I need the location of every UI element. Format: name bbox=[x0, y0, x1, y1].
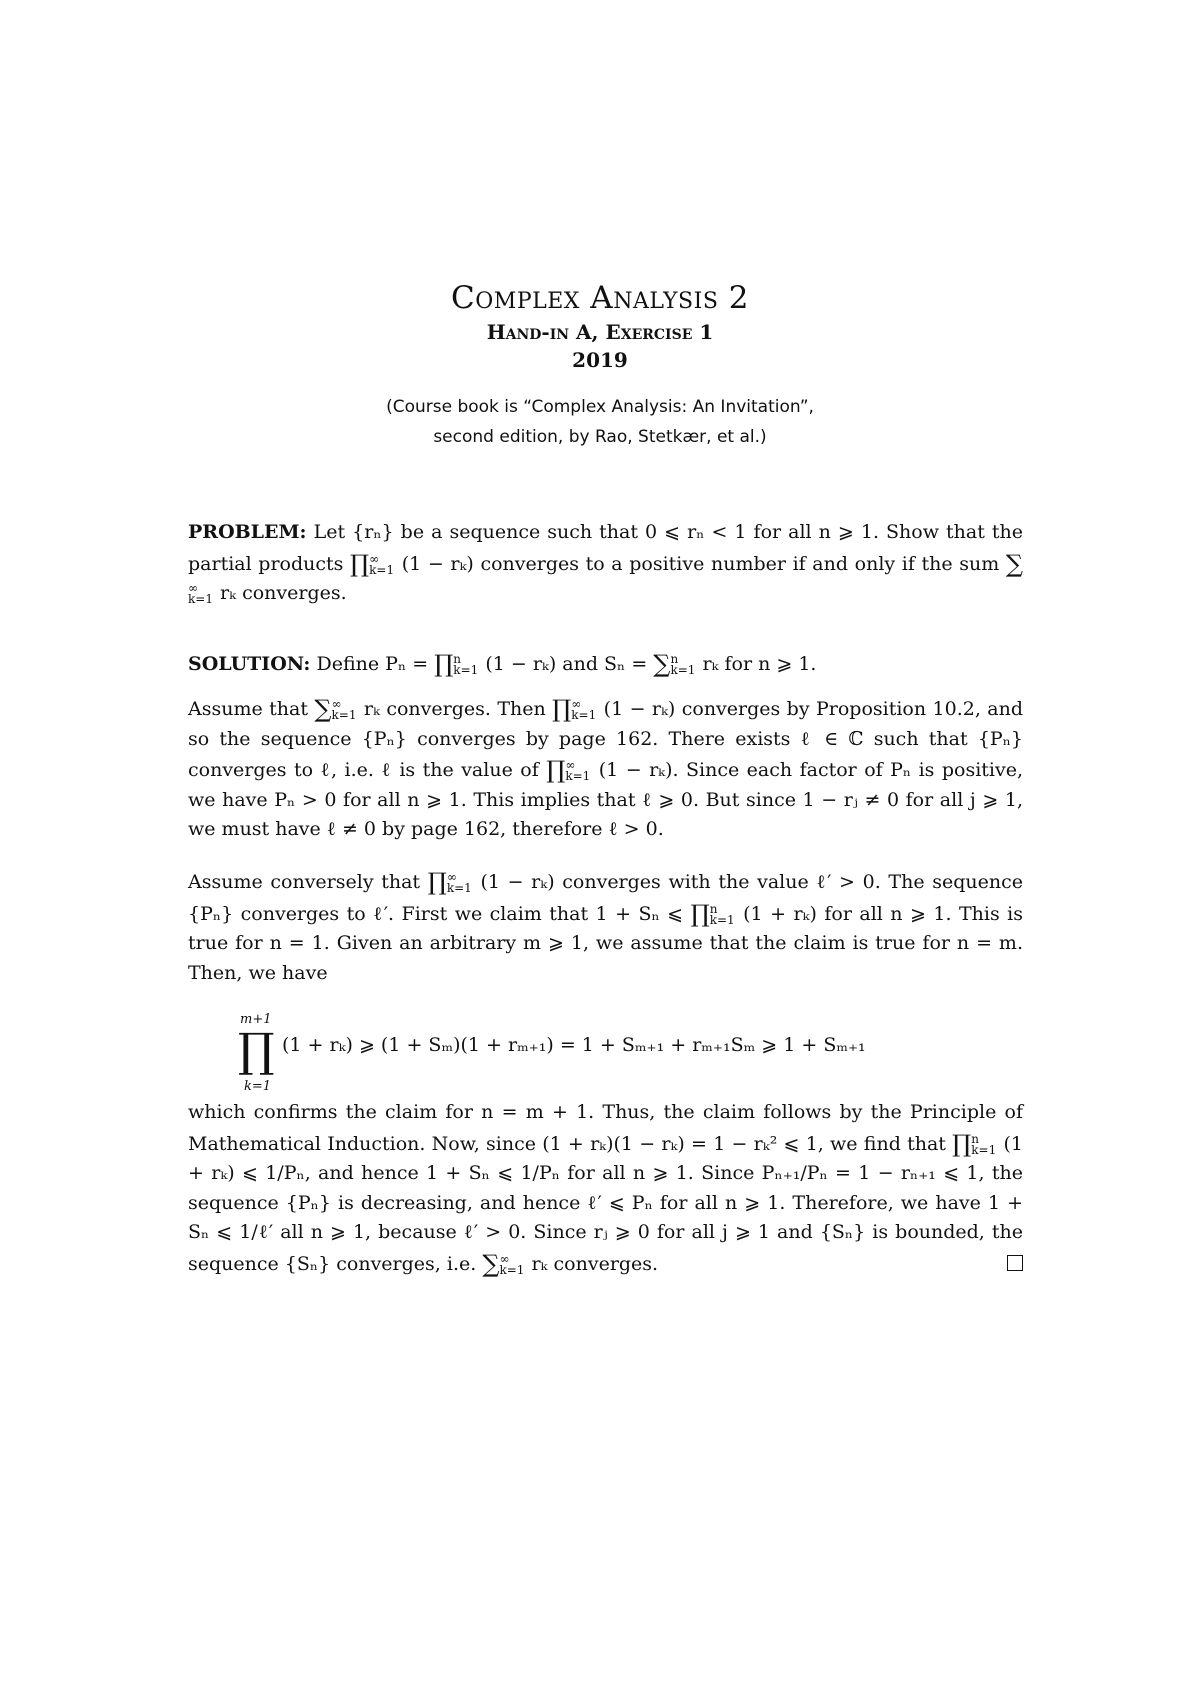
lower-limit: k=1 bbox=[565, 769, 591, 783]
upper-limit: n bbox=[971, 1131, 980, 1146]
upper-limit: ∞ bbox=[331, 697, 342, 711]
lower-limit: k=1 bbox=[188, 592, 213, 606]
p1-text-b: rₖ converges. Then bbox=[363, 698, 546, 720]
problem-text-a: Let {rₙ} be a sequence such that 0 ⩽ rₙ < 1 for all n ⩾ 1. Show that the partial products bbox=[188, 521, 1024, 575]
upper-limit: ∞ bbox=[446, 870, 457, 884]
product-limits bbox=[565, 760, 590, 782]
display-equation-text: (1 + rₖ) ⩾ (1 + Sₘ)(1 + rₘ₊₁) = 1 + Sₘ₊₁ + rₘ₊₁Sₘ ⩾ 1 + Sₘ₊₁ bbox=[282, 1034, 866, 1056]
p3-text-a: which confirms the claim for n = m + 1. Thus, the claim follows by the Principle of Mathematical Induction. Now, since (1 + rₖ)(1 − rₖ) = 1 − rₖ² ⩽ 1, we find that bbox=[188, 1101, 1023, 1155]
sum-symbol: ∑ bbox=[653, 650, 671, 678]
p3-text-c: rₖ converges. bbox=[531, 1252, 659, 1275]
sum-limits bbox=[332, 699, 357, 721]
product-limits bbox=[453, 654, 478, 676]
p2-text-c: (1 + rₖ) for all n ⩾ 1. This is true for n = 1. Given an arbitrary m ⩾ 1, we assume that the claim is true for n = m. Then, we have bbox=[188, 902, 1023, 984]
sum-limits bbox=[670, 654, 695, 676]
upper-limit: n bbox=[709, 901, 718, 916]
define-text-c: rₖ for n ⩾ 1. bbox=[702, 653, 817, 675]
product-limits bbox=[369, 551, 395, 577]
solution-label: SOLUTION: bbox=[188, 653, 311, 675]
lower-limit: k=1 bbox=[446, 881, 472, 895]
problem-text-b: (1 − rₖ) converges to a positive number if and only if the sum bbox=[401, 552, 1000, 575]
problem-label: PROBLEM: bbox=[188, 521, 307, 543]
lower-limit: k=1 bbox=[453, 663, 479, 677]
p1-text-c: (1 − rₖ) converges by Proposition 10.2, and so the sequence {Pₙ} converges by page 162. There exists ℓ ∈ ℂ such that {Pₙ} converges to ℓ, i.e. ℓ is the value of bbox=[188, 698, 1024, 781]
p2-text-a: Assume conversely that bbox=[188, 871, 421, 893]
course-note bbox=[0, 392, 1200, 452]
lower-limit: k=1 bbox=[499, 1262, 525, 1277]
define-text-b: (1 − rₖ) and Sₙ = bbox=[485, 653, 648, 675]
p1-text-d: (1 − rₖ). Since each factor of Pₙ is positive, we have Pₙ > 0 for all n ⩾ 1. This implies that ℓ ⩾ 0. But since 1 − rⱼ ≠ 0 for all j ⩾ 1, we must have ℓ ≠ 0 by page 162, therefore ℓ > 0. bbox=[188, 759, 1024, 840]
lower-limit: k=1 bbox=[670, 663, 696, 677]
lower-limit: k=1 bbox=[971, 1142, 997, 1157]
qed-square-icon bbox=[1007, 1255, 1023, 1271]
upper-limit: n bbox=[670, 652, 679, 666]
display-equation bbox=[0, 1012, 1200, 1107]
product-symbol: ∏ bbox=[690, 899, 710, 928]
sum-limits bbox=[188, 583, 213, 605]
display-lower-limit: k=1 bbox=[244, 1079, 272, 1094]
product-symbol: ∏ bbox=[552, 695, 572, 723]
sum-symbol: ∑ bbox=[1005, 549, 1023, 578]
document-title: Complex Analysis 2 bbox=[451, 280, 749, 316]
display-upper-limit: m+1 bbox=[240, 1012, 272, 1027]
upper-limit: ∞ bbox=[369, 551, 380, 566]
display-product-symbol: ∏ bbox=[238, 1023, 275, 1077]
product-symbol: ∏ bbox=[427, 868, 447, 896]
document-year: 2019 bbox=[572, 348, 628, 372]
lower-limit: k=1 bbox=[369, 562, 395, 577]
product-limits bbox=[571, 699, 596, 721]
upper-limit: ∞ bbox=[571, 697, 582, 711]
solution-paragraph-2 bbox=[188, 866, 1023, 988]
upper-limit: ∞ bbox=[188, 581, 198, 595]
product-limits bbox=[971, 1131, 997, 1157]
course-note-line-2: second edition, by Rao, Stetkær, et al.) bbox=[433, 427, 767, 447]
lower-limit: k=1 bbox=[331, 708, 357, 722]
lower-limit: k=1 bbox=[709, 912, 735, 927]
document-subtitle: Hand-in A, Exercise 1 bbox=[486, 320, 714, 344]
course-note-line-1: (Course book is “Complex Analysis: An Invitation”, bbox=[386, 397, 814, 417]
sum-limits bbox=[499, 1251, 525, 1277]
upper-limit: n bbox=[453, 652, 462, 666]
product-limits bbox=[709, 901, 735, 927]
define-text-a: Define Pₙ = bbox=[316, 653, 429, 675]
p1-text-a: Assume that bbox=[188, 698, 308, 720]
product-symbol: ∏ bbox=[952, 1129, 972, 1158]
upper-limit: ∞ bbox=[499, 1251, 510, 1266]
lower-limit: k=1 bbox=[571, 708, 597, 722]
sum-symbol: ∑ bbox=[314, 695, 332, 723]
sum-symbol: ∑ bbox=[482, 1249, 500, 1278]
problem-paragraph bbox=[188, 518, 1023, 609]
product-symbol: ∏ bbox=[434, 650, 454, 678]
p2-text-b: (1 − rₖ) converges with the value ℓ′ > 0. The sequence {Pₙ} converges to ℓ′. First we claim that 1 + Sₙ ⩽ bbox=[188, 871, 1023, 925]
solution-paragraph-3 bbox=[188, 1098, 1023, 1279]
product-limits bbox=[447, 872, 472, 894]
p3-text-b: (1 + rₖ) ⩽ 1/Pₙ, and hence 1 + Sₙ ⩽ 1/Pₙ for all n ⩾ 1. Since Pₙ₊₁/Pₙ = 1 − rₙ₊₁ ⩽ 1, the sequence {Pₙ} is decreasing, and hence ℓ′ ⩽ Pₙ for all n ⩾ 1. Therefore, we have 1 + Sₙ ⩽ 1/ℓ′ all n ⩾ 1, because ℓ′ > 0. Since rⱼ ⩾ 0 for all j ⩾ 1 and {Sₙ} is bounded, the sequence {Sₙ} converges, i.e. bbox=[188, 1132, 1023, 1275]
problem-text-c: rₖ converges. bbox=[220, 582, 347, 604]
title-block bbox=[0, 278, 1200, 452]
solution-paragraph-1 bbox=[188, 693, 1023, 845]
product-symbol: ∏ bbox=[350, 549, 370, 578]
product-symbol: ∏ bbox=[546, 756, 566, 784]
upper-limit: ∞ bbox=[565, 758, 576, 772]
solution-definition bbox=[188, 648, 1023, 680]
